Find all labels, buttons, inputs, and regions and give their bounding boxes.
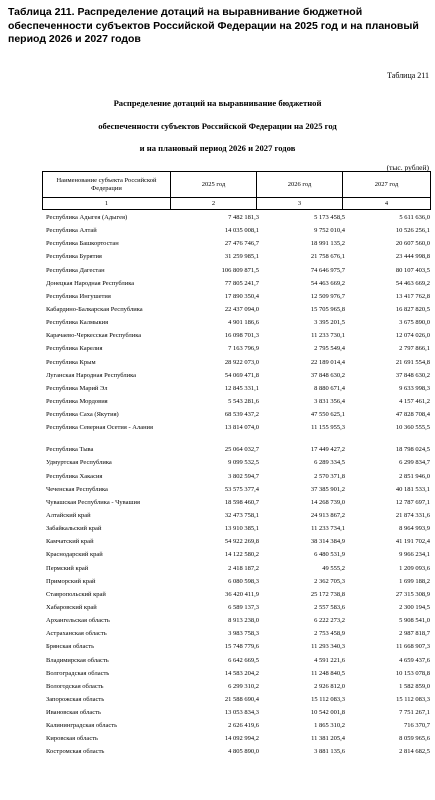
- value-2025: 6 299 310,2: [228, 682, 259, 690]
- region-name: Забайкальский край: [46, 525, 102, 533]
- value-2026: 18 991 135,2: [310, 240, 345, 248]
- value-2027: 1 699 188,2: [399, 577, 430, 585]
- value-2025: 68 539 437,2: [224, 411, 259, 419]
- value-2027: 12 074 026,0: [395, 332, 430, 340]
- value-2026: 6 289 334,5: [314, 459, 345, 467]
- table-row: [46, 536, 430, 549]
- value-2026: 5 173 458,5: [314, 214, 345, 221]
- region-name: Костромская область: [46, 748, 105, 756]
- value-2027: 23 444 998,8: [395, 253, 430, 261]
- column-number-1: 1: [43, 198, 171, 210]
- region-name: Республика Мордовия: [46, 397, 108, 405]
- table-body: [46, 212, 430, 760]
- column-header-2025: 2025 год: [171, 172, 257, 198]
- value-2025: 32 473 758,1: [224, 511, 259, 519]
- value-2027: 8 059 965,6: [399, 735, 430, 743]
- value-2027: 2 987 818,7: [399, 630, 430, 638]
- value-2026: 11 381 205,4: [311, 735, 345, 743]
- region-name: Республика Крым: [46, 358, 96, 366]
- value-2025: 7 163 796,9: [228, 345, 259, 353]
- value-2026: 21 758 676,1: [310, 253, 345, 261]
- table-header: [42, 171, 431, 210]
- table-row: [46, 497, 430, 510]
- units-label: (тыс. рублей): [386, 163, 429, 172]
- table-row: [46, 549, 430, 562]
- value-2027: 4 157 461,2: [399, 397, 430, 405]
- value-2026: 6 222 273,2: [314, 617, 345, 625]
- table-row: [46, 251, 430, 264]
- value-2025: 6 080 598,3: [228, 577, 259, 585]
- value-2027: 7 751 267,1: [399, 709, 430, 717]
- value-2026: 3 881 135,6: [314, 748, 345, 756]
- value-2027: 15 112 083,3: [396, 695, 430, 703]
- region-name: Брянская область: [46, 643, 95, 651]
- value-2026: 9 752 010,4: [314, 227, 345, 235]
- table-row: [46, 265, 430, 278]
- region-name: Пермский край: [46, 564, 89, 572]
- region-name: Республика Дагестан: [46, 266, 105, 274]
- table-row: [46, 563, 430, 576]
- region-name: Камчатский край: [46, 538, 94, 546]
- value-2026: 2 753 458,9: [314, 630, 345, 638]
- value-2027: 13 417 762,8: [395, 292, 430, 300]
- value-2026: 2 362 705,3: [314, 577, 345, 585]
- caption-line-1: Распределение дотаций на выравнивание бюджетной: [113, 98, 322, 108]
- value-2025: 7 482 181,3: [228, 214, 259, 221]
- value-2025: 18 598 460,7: [224, 498, 259, 506]
- region-name: Краснодарский край: [46, 551, 103, 559]
- region-name: Ставропольский край: [46, 590, 106, 598]
- value-2025: 54 922 269,8: [224, 538, 259, 546]
- table-row: [46, 383, 430, 396]
- value-2027: 18 798 024,5: [395, 446, 430, 454]
- table-row: [46, 457, 430, 470]
- value-2025: 5 543 281,6: [228, 397, 259, 405]
- value-2026: 24 913 867,2: [310, 511, 345, 519]
- value-2025: 21 588 690,4: [224, 695, 259, 703]
- value-2026: 10 542 001,8: [310, 709, 345, 717]
- table-row: [46, 576, 430, 589]
- column-header-name: Наименование субъекта Российской Федерации: [43, 172, 171, 198]
- value-2027: 20 607 560,0: [395, 240, 430, 248]
- value-2026: 12 509 976,7: [310, 292, 345, 300]
- table-row: [46, 589, 430, 602]
- value-2026: 38 314 384,9: [310, 538, 345, 546]
- region-name: Республика Тыва: [46, 446, 94, 454]
- value-2025: 13 814 074,0: [224, 424, 259, 432]
- region-name: Чеченская Республика: [46, 485, 108, 493]
- value-2026: 2 557 583,6: [314, 603, 345, 611]
- value-2025: 106 809 871,5: [221, 266, 259, 274]
- value-2027: 6 299 834,7: [399, 459, 430, 467]
- value-2027: 2 797 866,1: [399, 345, 430, 353]
- value-2026: 11 155 955,3: [311, 424, 345, 432]
- value-2026: 2 795 549,4: [314, 345, 345, 353]
- value-2026: 2 926 812,0: [314, 682, 345, 690]
- table-row: [46, 396, 430, 409]
- value-2025: 77 805 241,7: [224, 279, 259, 287]
- table-row: [46, 720, 430, 733]
- value-2025: 9 099 532,5: [228, 459, 259, 467]
- value-2027: 5 611 636,0: [399, 214, 430, 221]
- value-2026: 47 550 625,1: [310, 411, 345, 419]
- region-name: Ивановская область: [46, 709, 101, 717]
- value-2025: 53 575 377,4: [224, 485, 259, 493]
- value-2025: 36 420 411,9: [225, 590, 259, 598]
- value-2026: 11 233 730,1: [311, 332, 345, 340]
- region-name: Республика Алтай: [46, 227, 97, 235]
- value-2027: 21 874 331,6: [395, 511, 430, 519]
- table-row: [46, 510, 430, 523]
- value-2025: 4 805 890,0: [228, 748, 259, 756]
- region-name: Республика Хакасия: [46, 472, 103, 480]
- value-2025: 16 098 701,3: [224, 332, 259, 340]
- value-2026: 6 480 531,9: [314, 551, 345, 559]
- value-2026: 22 189 014,4: [310, 358, 345, 366]
- table-row: [46, 681, 430, 694]
- region-name: Республика Саха (Якутия): [46, 411, 119, 419]
- table-row: [46, 523, 430, 536]
- region-name: Луганская Народная Республика: [46, 371, 137, 379]
- value-2025: 17 890 350,4: [224, 292, 259, 300]
- value-2027: 47 828 708,4: [395, 411, 430, 419]
- table-row: [46, 317, 430, 330]
- value-2027: 41 191 702,4: [395, 538, 430, 546]
- region-name: Кировская область: [46, 735, 99, 743]
- value-2026: 2 570 371,8: [314, 472, 345, 480]
- region-name: Республика Бурятия: [46, 253, 102, 261]
- region-name: Республика Марий Эл: [46, 384, 108, 392]
- region-name: Республика Ингушетия: [46, 292, 111, 300]
- value-2025: 2 418 187,2: [228, 564, 259, 572]
- value-2027: 2 851 946,0: [399, 472, 430, 480]
- value-2027: 2 814 682,5: [399, 748, 430, 756]
- value-2025: 3 802 594,7: [228, 472, 259, 480]
- value-2025: 31 259 985,1: [224, 253, 259, 261]
- region-name: Удмуртская Республика: [46, 459, 112, 467]
- column-number-2: 2: [171, 198, 257, 210]
- region-name: Республика Адыгея (Адыгея): [46, 214, 128, 221]
- table-row: [46, 484, 430, 497]
- value-2025: 54 069 471,8: [224, 371, 259, 379]
- column-header-2027: 2027 год: [343, 172, 431, 198]
- value-2026: 14 268 739,0: [310, 498, 345, 506]
- value-2027: 5 908 541,0: [399, 617, 430, 625]
- region-name: Калининградская область: [46, 722, 118, 730]
- caption-line-2: обеспеченности субъектов Российской Федерации на 2025 год: [98, 121, 337, 131]
- region-name: Донецкая Народная Республика: [46, 279, 135, 287]
- value-2025: 22 437 094,0: [224, 305, 259, 313]
- value-2026: 15 112 083,3: [311, 695, 345, 703]
- value-2027: 12 787 697,1: [395, 498, 430, 506]
- region-name: Приморский край: [46, 577, 96, 585]
- value-2026: 11 233 734,1: [311, 525, 345, 533]
- value-2025: 14 122 580,2: [224, 551, 259, 559]
- caption-line-3: и на плановый период 2026 и 2027 годов: [139, 143, 296, 153]
- table-row: [46, 238, 430, 251]
- region-name: Республика Карелия: [46, 345, 103, 353]
- region-name: Алтайский край: [46, 511, 91, 519]
- column-header-2026: 2026 год: [257, 172, 343, 198]
- value-2027: 4 659 437,6: [399, 656, 430, 664]
- value-2027: 10 153 078,8: [395, 669, 430, 677]
- region-name: Архангельская область: [46, 617, 110, 625]
- table-row: [46, 343, 430, 356]
- value-2026: 11 248 840,5: [311, 669, 345, 677]
- value-2025: 12 845 331,1: [224, 384, 259, 392]
- table-row: [46, 212, 430, 225]
- value-2027: 1 209 093,6: [399, 564, 430, 572]
- table-row: [46, 694, 430, 707]
- value-2027: 54 463 669,2: [395, 279, 430, 287]
- value-2025: 25 064 032,7: [224, 446, 259, 454]
- table-row: [46, 733, 430, 746]
- page-heading: Таблица 211. Распределение дотаций на выравнивание бюджетной обеспеченности субъектов Российской Федерации на 2025 год и на плановый период 2026 и 2027 годов: [8, 6, 419, 45]
- value-2027: 9 633 998,3: [399, 384, 430, 392]
- table-row: [46, 444, 430, 457]
- value-2025: 4 901 186,6: [228, 319, 259, 327]
- value-2025: 3 983 758,3: [228, 630, 259, 638]
- region-name: Хабаровский край: [46, 603, 97, 611]
- table-row: [46, 628, 430, 641]
- region-name: Карачаево-Черкесская Республика: [46, 332, 142, 340]
- column-number-3: 3: [257, 198, 343, 210]
- value-2027: 21 691 554,8: [395, 358, 430, 366]
- value-2026: 3 395 201,5: [314, 319, 345, 327]
- value-2027: 27 315 308,9: [395, 590, 430, 598]
- value-2027: 9 966 234,1: [399, 551, 430, 559]
- value-2027: 10 526 256,1: [395, 227, 430, 235]
- table-row: [46, 641, 430, 654]
- table-row: [46, 668, 430, 681]
- table-row: [46, 330, 430, 343]
- value-2027: 16 827 820,5: [395, 305, 430, 313]
- region-name: Республика Северная Осетия - Алания: [46, 424, 154, 432]
- value-2025: 14 092 994,2: [224, 735, 259, 743]
- region-name: Владимирская область: [46, 656, 109, 664]
- value-2025: 8 913 238,0: [228, 617, 259, 625]
- data-table: [46, 212, 430, 760]
- table-row: [46, 615, 430, 628]
- value-2026: 8 880 671,4: [314, 384, 345, 392]
- table-row: [46, 707, 430, 720]
- value-2027: 1 582 859,0: [399, 682, 430, 690]
- value-2025: 13 053 834,3: [224, 709, 259, 717]
- table-row: [46, 409, 430, 422]
- table-row: [46, 370, 430, 383]
- table-row: [46, 422, 430, 444]
- value-2025: 2 626 419,6: [228, 722, 259, 730]
- value-2027: 716 370,7: [404, 722, 430, 730]
- table-row: [46, 304, 430, 317]
- region-name: Волгоградская область: [46, 669, 110, 677]
- value-2025: 15 748 779,6: [224, 643, 259, 651]
- table-row: [46, 655, 430, 668]
- value-2025: 27 476 746,7: [224, 240, 259, 248]
- region-name: Чувашская Республика - Чувашия: [46, 498, 140, 506]
- value-2026: 37 385 901,2: [310, 485, 345, 493]
- value-2026: 1 865 310,2: [314, 722, 345, 730]
- value-2025: 13 910 385,1: [224, 525, 259, 533]
- table-row: [46, 471, 430, 484]
- table-row: [46, 602, 430, 615]
- value-2026: 11 293 340,3: [311, 643, 345, 651]
- value-2026: 74 646 975,7: [310, 266, 345, 274]
- value-2026: 15 705 965,8: [310, 305, 345, 313]
- value-2027: 3 675 890,0: [399, 319, 430, 327]
- table-row: [46, 357, 430, 370]
- table-row: [46, 278, 430, 291]
- table-row: [46, 225, 430, 238]
- table-row: [46, 746, 430, 759]
- region-name: Запорожская область: [46, 695, 105, 703]
- region-name: Республика Башкортостан: [46, 240, 119, 248]
- table-row: [46, 291, 430, 304]
- value-2025: 6 642 669,5: [228, 656, 259, 664]
- column-number-4: 4: [343, 198, 431, 210]
- region-name: Вологодская область: [46, 682, 104, 690]
- value-2027: 37 848 630,2: [395, 371, 430, 379]
- table-number: Таблица 211: [387, 71, 429, 80]
- value-2025: 28 922 073,0: [224, 358, 259, 366]
- value-2026: 49 555,2: [322, 564, 345, 572]
- region-name: Кабардино-Балкарская Республика: [46, 305, 143, 313]
- value-2027: 11 668 907,3: [396, 643, 430, 651]
- value-2026: 17 449 427,2: [310, 446, 345, 454]
- value-2025: 14 035 008,1: [224, 227, 259, 235]
- value-2027: 40 181 533,1: [395, 485, 430, 493]
- value-2027: 80 107 403,5: [395, 266, 430, 274]
- value-2025: 6 589 137,3: [228, 603, 259, 611]
- value-2026: 37 848 630,2: [310, 371, 345, 379]
- value-2027: 2 300 194,5: [399, 603, 430, 611]
- value-2026: 25 172 738,8: [310, 590, 345, 598]
- value-2027: 10 360 555,5: [395, 424, 430, 432]
- value-2026: 4 591 221,6: [314, 656, 345, 664]
- region-name: Астраханская область: [46, 630, 107, 638]
- value-2026: 3 831 356,4: [314, 397, 345, 405]
- value-2027: 8 964 993,9: [399, 525, 430, 533]
- value-2026: 54 463 669,2: [310, 279, 345, 287]
- value-2025: 14 583 204,2: [224, 669, 259, 677]
- region-name: Республика Калмыкия: [46, 319, 109, 327]
